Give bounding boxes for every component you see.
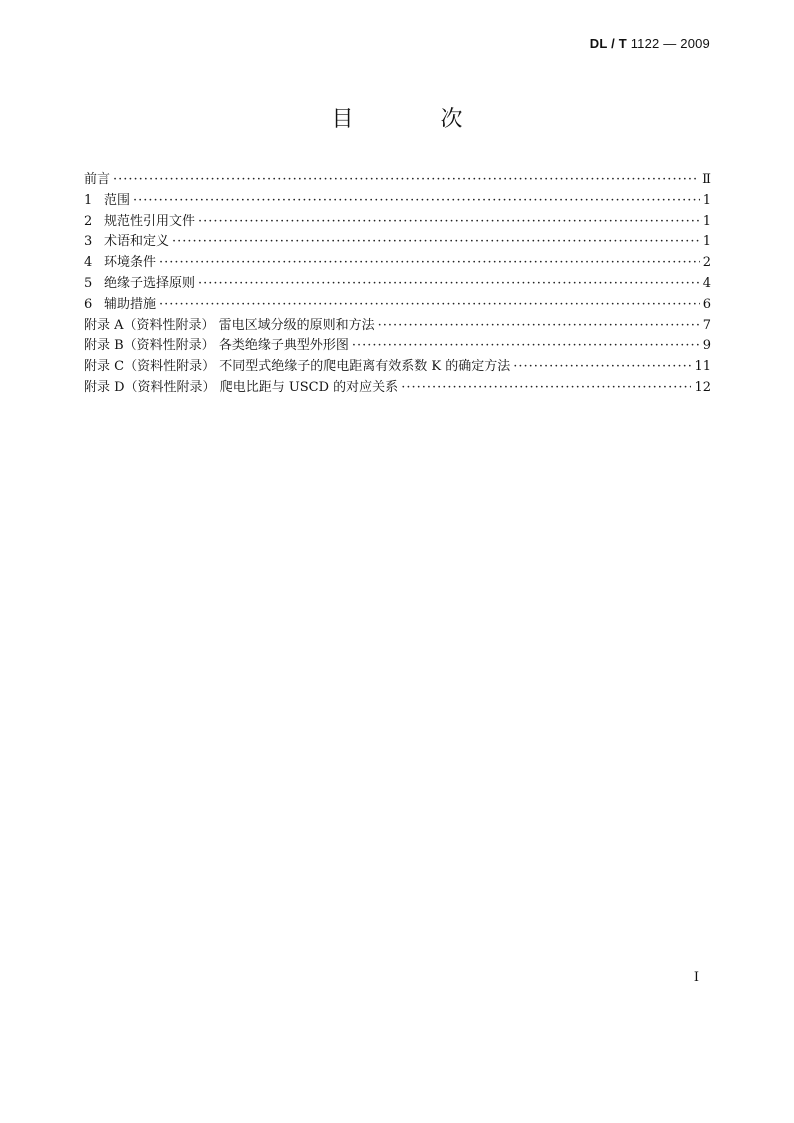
toc-entry-page: 9: [702, 338, 711, 354]
toc-entry-1[interactable]: [84, 191, 711, 212]
toc-entry-number: 2: [84, 213, 93, 229]
toc-entry-number: 4: [84, 255, 93, 271]
toc-entry-label: 术语和定义: [104, 234, 170, 250]
standard-code: [590, 36, 710, 51]
toc-leader-dots: [401, 378, 691, 399]
toc-entry-appendix-b[interactable]: [84, 336, 711, 357]
page-number: I: [693, 970, 699, 985]
standard-code-prefix: DL / T: [589, 36, 627, 51]
toc-entry-page: 7: [702, 317, 711, 333]
toc-leader-dots: [113, 170, 699, 191]
toc-entry-page: 2: [702, 255, 711, 271]
toc-leader-dots: [378, 316, 700, 337]
toc-entry-label: 辅助措施: [104, 296, 157, 312]
toc-leader-dots: [172, 232, 700, 253]
toc-entry-page: 11: [694, 359, 711, 375]
toc-entry-preface[interactable]: [84, 170, 711, 191]
toc-entry-4[interactable]: [84, 253, 711, 274]
toc-entry-number: 5: [84, 275, 93, 291]
toc-entry-label: 范围: [104, 192, 131, 208]
toc-leader-dots: [513, 357, 691, 378]
toc-leader-dots: [133, 191, 700, 212]
toc-entry-number: 1: [84, 192, 93, 208]
toc-entry-label: 附录 A（资料性附录） 雷电区域分级的原则和方法: [84, 317, 375, 333]
toc-entry-page: 1: [702, 213, 711, 229]
toc-entry-5[interactable]: [84, 274, 711, 295]
toc-entry-label: 规范性引用文件: [104, 213, 196, 229]
toc-entry-label: 环境条件: [104, 255, 157, 271]
toc-leader-dots: [159, 295, 700, 316]
table-of-contents: [84, 170, 711, 399]
toc-leader-dots: [352, 336, 700, 357]
toc-entry-appendix-d[interactable]: [84, 378, 711, 399]
page-title: 目 次: [331, 107, 503, 132]
toc-entry-appendix-c[interactable]: [84, 357, 711, 378]
toc-entry-number: 3: [84, 234, 93, 250]
toc-entry-page: 12: [694, 379, 711, 395]
toc-entry-label: 前言: [84, 172, 111, 187]
toc-entry-label: 附录 B（资料性附录） 各类绝缘子典型外形图: [84, 338, 349, 354]
toc-leader-dots: [198, 274, 700, 295]
toc-entry-label: 附录 D（资料性附录） 爬电比距与 USCD 的对应关系: [84, 379, 399, 395]
toc-entry-appendix-a[interactable]: [84, 316, 711, 337]
toc-entry-page: Ⅱ: [702, 172, 711, 187]
toc-entry-page: 6: [702, 296, 711, 312]
toc-leader-dots: [159, 253, 700, 274]
toc-entry-page: 1: [702, 192, 711, 208]
toc-entry-page: 1: [702, 234, 711, 250]
toc-entry-label: 绝缘子选择原则: [104, 275, 196, 291]
toc-entry-label: 附录 C（资料性附录） 不同型式绝缘子的爬电距离有效系数 K 的确定方法: [84, 359, 511, 375]
toc-leader-dots: [198, 212, 700, 233]
toc-entry-number: 6: [84, 296, 93, 312]
toc-entry-3[interactable]: [84, 232, 711, 253]
toc-entry-2[interactable]: [84, 212, 711, 233]
toc-entry-page: 4: [702, 275, 711, 291]
toc-entry-6[interactable]: [84, 295, 711, 316]
standard-code-number: 1122 — 2009: [630, 36, 710, 51]
